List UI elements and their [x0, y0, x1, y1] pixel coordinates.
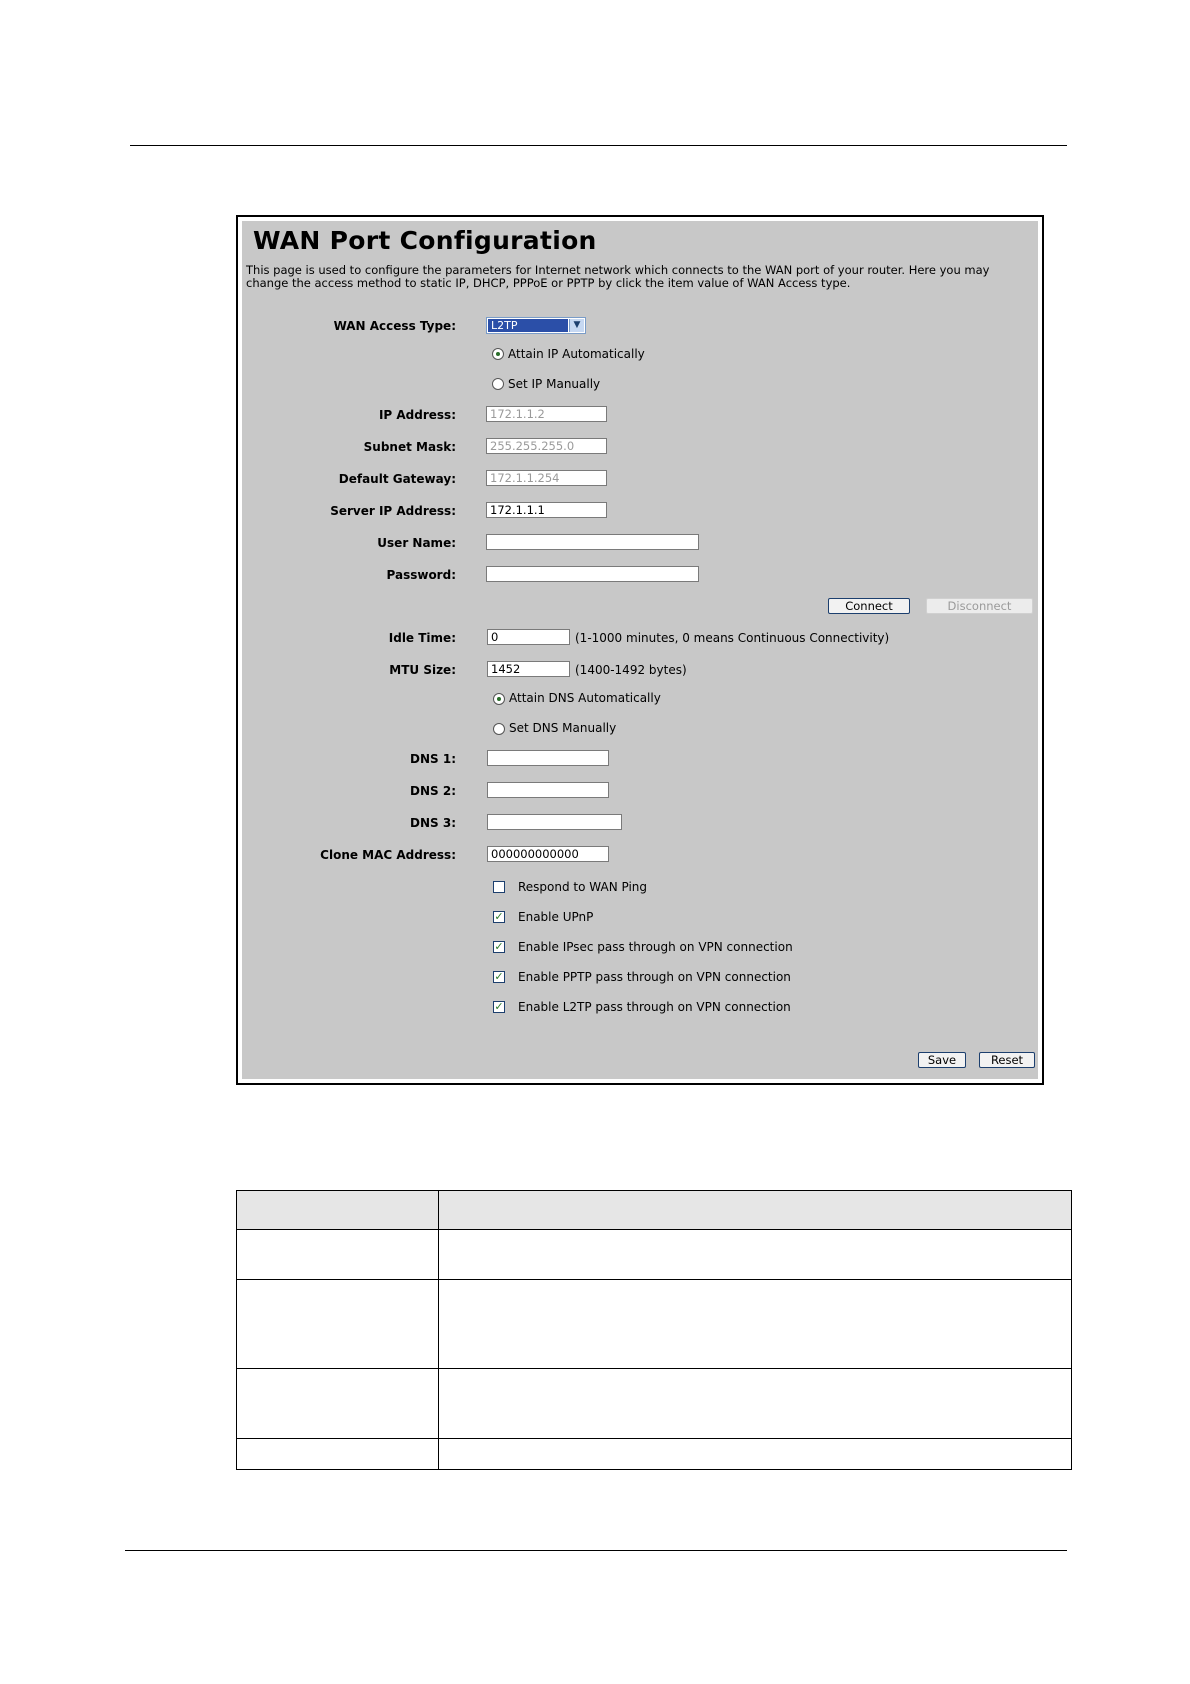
save-button[interactable]: Save — [918, 1052, 966, 1068]
table-cell — [439, 1230, 1072, 1280]
mtu-size-label: MTU Size: — [389, 663, 456, 677]
mtu-size-hint: (1400-1492 bytes) — [575, 663, 687, 677]
user-name-label: User Name: — [377, 536, 456, 550]
wan-access-type-label: WAN Access Type: — [333, 319, 456, 333]
table-header-cell — [237, 1191, 439, 1230]
dns2-label: DNS 2: — [410, 784, 456, 798]
enable-ipsec-checkbox[interactable]: ✓ — [494, 940, 504, 953]
idle-time-label: Idle Time: — [388, 631, 456, 645]
table-cell — [237, 1230, 439, 1280]
set-ip-manual-radio[interactable] — [492, 378, 504, 390]
enable-upnp-checkbox[interactable]: ✓ — [494, 910, 504, 923]
enable-pptp-checkbox[interactable]: ✓ — [494, 970, 504, 983]
server-ip-label: Server IP Address: — [330, 504, 456, 518]
wan-access-type-select[interactable] — [486, 317, 586, 334]
table-cell — [237, 1280, 439, 1369]
wan-access-type-value: L2TP — [488, 319, 568, 332]
enable-l2tp-checkbox[interactable]: ✓ — [494, 1000, 504, 1013]
dns3-field[interactable] — [487, 814, 622, 830]
disconnect-button[interactable]: Disconnect — [926, 598, 1033, 614]
clone-mac-field[interactable]: 000000000000 — [487, 846, 609, 862]
attain-ip-auto-label: Attain IP Automatically — [508, 347, 645, 361]
table-cell — [439, 1280, 1072, 1369]
table-cell — [237, 1439, 439, 1470]
enable-pptp-label: Enable PPTP pass through on VPN connection — [518, 970, 791, 984]
wan-config-panel — [242, 221, 1038, 1079]
dns3-label: DNS 3: — [410, 816, 456, 830]
enable-l2tp-label: Enable L2TP pass through on VPN connection — [518, 1000, 791, 1014]
set-dns-manual-radio[interactable] — [493, 723, 505, 735]
table-cell — [439, 1369, 1072, 1439]
subnet-mask-field[interactable]: 255.255.255.0 — [486, 438, 607, 454]
set-ip-manual-label: Set IP Manually — [508, 377, 601, 391]
default-gateway-field[interactable]: 172.1.1.254 — [486, 470, 607, 486]
table-cell — [439, 1439, 1072, 1470]
idle-time-hint: (1-1000 minutes, 0 means Continuous Connectivity) — [575, 631, 890, 645]
enable-ipsec-label: Enable IPsec pass through on VPN connection — [518, 940, 793, 954]
page-title: WAN Port Configuration — [253, 226, 597, 255]
table-header-cell — [439, 1191, 1072, 1230]
table-header-row — [237, 1191, 1072, 1230]
table-row — [237, 1280, 1072, 1369]
dns1-label: DNS 1: — [410, 752, 456, 766]
ip-address-field[interactable]: 172.1.1.2 — [486, 406, 607, 422]
password-label: Password: — [386, 568, 456, 582]
respond-wan-ping-label: Respond to WAN Ping — [518, 880, 648, 894]
attain-dns-auto-radio[interactable] — [493, 693, 505, 705]
footer-rule — [125, 1550, 1067, 1551]
attain-ip-auto-radio[interactable] — [492, 348, 504, 360]
server-ip-field[interactable]: 172.1.1.1 — [486, 502, 607, 518]
user-name-field[interactable] — [486, 534, 699, 550]
ip-address-label: IP Address: — [378, 408, 456, 422]
enable-upnp-label: Enable UPnP — [518, 910, 594, 924]
dns1-field[interactable] — [487, 750, 609, 766]
dns2-field[interactable] — [487, 782, 609, 798]
mtu-size-field[interactable]: 1452 — [487, 661, 570, 677]
respond-wan-ping-checkbox[interactable] — [493, 881, 505, 893]
subnet-mask-label: Subnet Mask: — [363, 440, 456, 454]
reset-button[interactable]: Reset — [979, 1052, 1035, 1068]
table-cell — [237, 1369, 439, 1439]
clone-mac-label: Clone MAC Address: — [320, 848, 456, 862]
description-table — [236, 1190, 1072, 1470]
table-row — [237, 1230, 1072, 1280]
set-dns-manual-label: Set DNS Manually — [509, 721, 617, 735]
header-rule — [130, 145, 1067, 146]
connect-button[interactable]: Connect — [828, 598, 910, 614]
chevron-down-icon[interactable]: ▼ — [569, 319, 584, 332]
page-description: This page is used to configure the parameters for Internet network which connects to the WAN port of your router. Here you may change the access method to static IP, DHCP, PPPoE or PPTP by click the item value of WAN Access type. — [246, 263, 990, 290]
password-field[interactable] — [486, 566, 699, 582]
idle-time-field[interactable]: 0 — [487, 629, 570, 645]
table-row — [237, 1369, 1072, 1439]
table-row — [237, 1439, 1072, 1470]
default-gateway-label: Default Gateway: — [338, 472, 456, 486]
attain-dns-auto-label: Attain DNS Automatically — [509, 691, 661, 705]
